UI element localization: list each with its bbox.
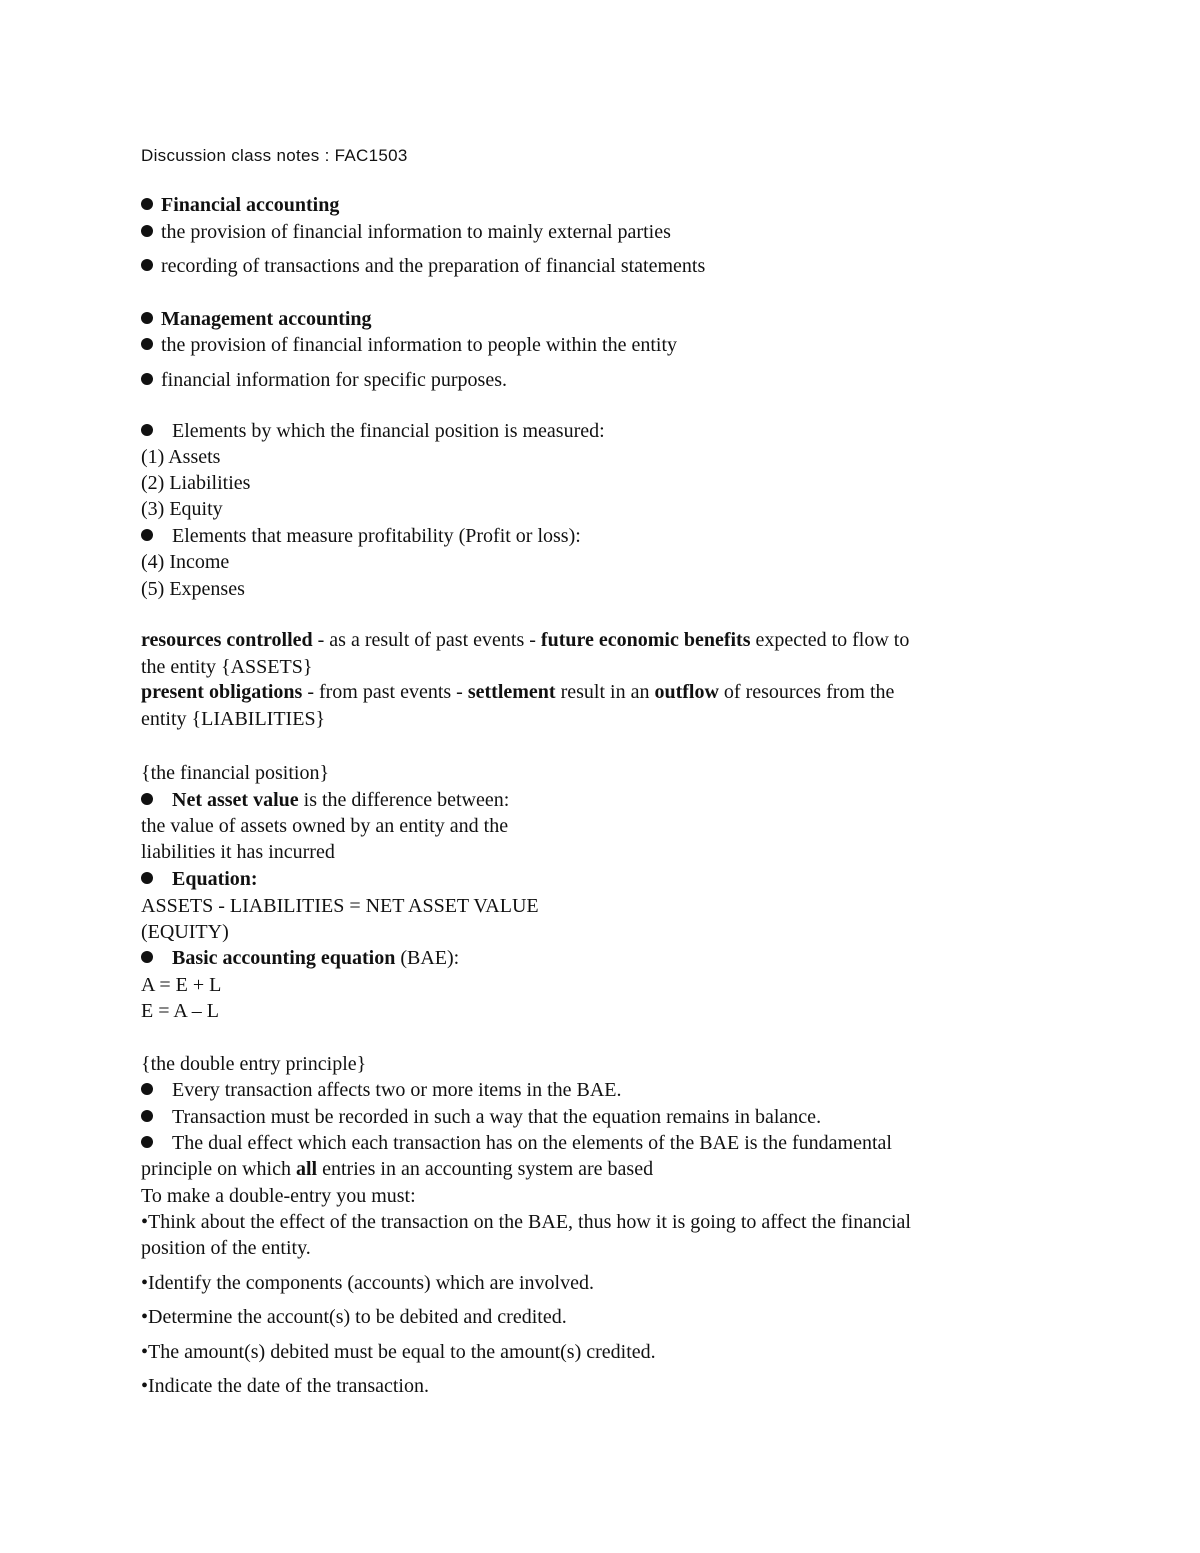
bullet-icon bbox=[141, 872, 153, 884]
list-item bbox=[141, 307, 372, 331]
list-item-text: recording of transactions and the preparation of financial statements bbox=[161, 255, 706, 277]
equation-text: (EQUITY) bbox=[141, 921, 229, 943]
definition-text: - from past events - bbox=[302, 681, 468, 703]
bullet-icon bbox=[141, 951, 153, 963]
list-item bbox=[141, 788, 509, 812]
definition-term: present obligations bbox=[141, 681, 303, 703]
list-item-text: The dual effect which each transaction has on the elements of the BAE is the fundamental bbox=[172, 1132, 892, 1154]
list-item bbox=[141, 254, 705, 278]
definition-text: entity {LIABILITIES} bbox=[141, 708, 326, 730]
definition-term: future economic benefits bbox=[540, 629, 751, 651]
numbered-item: (1) Assets bbox=[141, 446, 221, 468]
step-item: •The amount(s) debited must be equal to the amount(s) credited. bbox=[141, 1341, 656, 1363]
list-item-text: Every transaction affects two or more items in the BAE. bbox=[172, 1079, 622, 1101]
list-item bbox=[141, 220, 671, 244]
section-heading: {the double entry principle} bbox=[141, 1053, 367, 1075]
list-item bbox=[141, 946, 459, 970]
step-item: •Identify the components (accounts) which are involved. bbox=[141, 1272, 594, 1294]
list-item bbox=[141, 368, 507, 392]
bullet-icon bbox=[141, 312, 153, 324]
definition-text: the entity {ASSETS} bbox=[141, 656, 313, 678]
definition-liabilities bbox=[141, 680, 894, 704]
list-item bbox=[141, 1078, 622, 1102]
numbered-item: (4) Income bbox=[141, 551, 230, 573]
list-item bbox=[141, 1105, 821, 1129]
body-text bbox=[141, 1157, 653, 1181]
section-heading: {the financial position} bbox=[141, 762, 330, 784]
list-item-text: Elements that measure profitability bbox=[172, 525, 454, 547]
body-text-part: entries in an accounting system are based bbox=[317, 1158, 654, 1180]
list-item bbox=[141, 867, 258, 891]
numbered-item: (3) Equity bbox=[141, 498, 223, 520]
key-term: Equation: bbox=[172, 868, 258, 890]
list-item bbox=[141, 1131, 892, 1155]
bullet-icon bbox=[141, 225, 153, 237]
bullet-icon bbox=[141, 338, 153, 350]
step-item: position of the entity. bbox=[141, 1237, 311, 1259]
list-item bbox=[141, 419, 605, 443]
definition-text: expected to flow to bbox=[750, 629, 910, 651]
bullet-icon bbox=[141, 198, 153, 210]
definition-assets bbox=[141, 628, 909, 652]
list-item-text: (BAE): bbox=[395, 947, 460, 969]
step-item: •Indicate the date of the transaction. bbox=[141, 1375, 429, 1397]
list-item-text: Elements by which the financial position is measured: bbox=[172, 420, 605, 442]
list-item bbox=[141, 524, 581, 548]
bullet-icon bbox=[141, 529, 153, 541]
bullet-icon bbox=[141, 793, 153, 805]
list-item-text: Transaction must be recorded in such a way that the equation remains in balance. bbox=[172, 1106, 822, 1128]
key-term: Net asset value bbox=[172, 789, 299, 811]
bullet-icon bbox=[141, 424, 153, 436]
bullet-icon bbox=[141, 373, 153, 385]
list-item-text: the provision of financial information to people within the entity bbox=[161, 334, 677, 356]
list-item-text: the provision of financial information to mainly external parties bbox=[161, 221, 671, 243]
bullet-icon bbox=[141, 1083, 153, 1095]
numbered-item: (2) Liabilities bbox=[141, 472, 251, 494]
definition-term: outflow bbox=[654, 681, 719, 703]
equation-text: E = A – L bbox=[141, 1000, 219, 1022]
section-heading: Financial accounting bbox=[161, 194, 340, 216]
definition-term: resources controlled bbox=[141, 629, 313, 651]
definition-text: - as a result of past events - bbox=[312, 629, 541, 651]
equation-text: A = E + L bbox=[141, 974, 222, 996]
definition-text: result in an bbox=[555, 681, 655, 703]
list-item bbox=[141, 333, 677, 357]
bullet-icon bbox=[141, 259, 153, 271]
list-item-text: financial information for specific purposes. bbox=[161, 369, 507, 391]
bullet-icon bbox=[141, 1136, 153, 1148]
body-text-emphasis: all bbox=[295, 1158, 318, 1180]
section-heading: Management accounting bbox=[161, 308, 372, 330]
body-text-part: principle on which bbox=[141, 1158, 296, 1180]
body-text: To make a double-entry you must: bbox=[141, 1185, 416, 1207]
bullet-icon bbox=[141, 1110, 153, 1122]
definition-term: settlement bbox=[467, 681, 556, 703]
list-item-text: (Profit or loss): bbox=[453, 525, 581, 547]
document-title: Discussion class notes : FAC1503 bbox=[141, 146, 408, 165]
definition-text: of resources from the bbox=[718, 681, 895, 703]
numbered-item: (5) Expenses bbox=[141, 578, 245, 600]
equation-text: ASSETS - LIABILITIES = NET ASSET VALUE bbox=[141, 895, 539, 917]
body-text: liabilities it has incurred bbox=[141, 841, 335, 863]
list-item bbox=[141, 193, 339, 217]
body-text: the value of assets owned by an entity and the bbox=[141, 815, 509, 837]
key-term: Basic accounting equation bbox=[172, 947, 396, 969]
step-item: •Determine the account(s) to be debited and credited. bbox=[141, 1306, 567, 1328]
list-item-text: is the difference between: bbox=[298, 789, 510, 811]
step-item: •Think about the effect of the transaction on the BAE, thus how it is going to affect the financial bbox=[141, 1211, 911, 1233]
